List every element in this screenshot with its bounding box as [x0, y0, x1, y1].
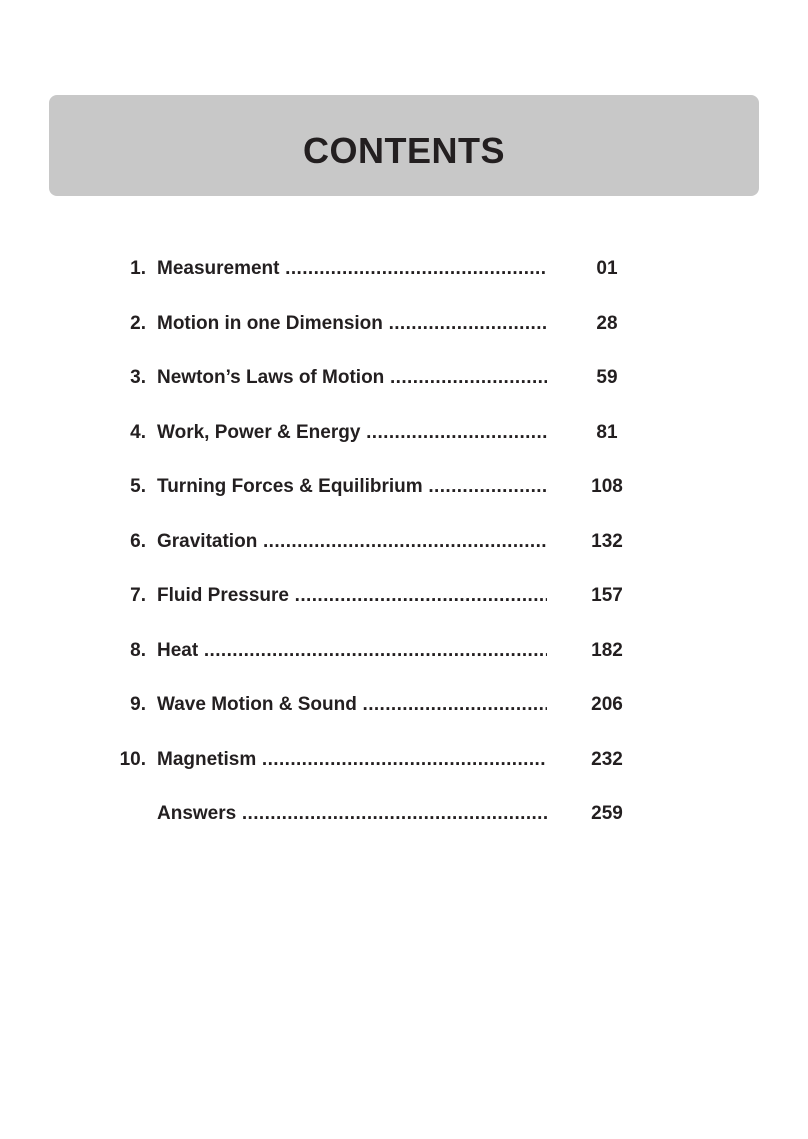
- toc-entry-measurement[interactable]: [0, 250, 808, 305]
- toc-entry-title: Fluid Pressure .....: [157, 585, 547, 607]
- toc-entry-newtons-laws[interactable]: [0, 359, 808, 414]
- toc-entry-number: 5.: [130, 476, 146, 497]
- table-of-contents: [0, 250, 808, 850]
- toc-entry-number: 3.: [130, 367, 146, 388]
- toc-entry-number: 9.: [130, 694, 146, 715]
- toc-entry-number: 8.: [130, 639, 146, 661]
- toc-entry-page: 232: [591, 748, 623, 770]
- toc-entry-title: Newton’s Laws of Motion .....: [157, 367, 547, 389]
- toc-entry-title: Measurement .....: [157, 258, 547, 280]
- toc-entry-title: Motion in one Dimension .....: [157, 313, 547, 335]
- toc-entry-title: Wave Motion & Sound .....: [157, 694, 547, 716]
- toc-entry-title: Gravitation .....: [157, 531, 547, 553]
- toc-entry-page: 01: [596, 258, 618, 279]
- toc-entry-page: 59: [596, 367, 618, 388]
- toc-entry-number: 2.: [130, 312, 146, 334]
- toc-entry-page: 259: [591, 803, 623, 824]
- page-title: CONTENTS: [303, 129, 505, 171]
- toc-entry-work-power-energy[interactable]: [0, 414, 808, 469]
- toc-entry-page: 157: [591, 585, 623, 606]
- toc-entry-heat[interactable]: [0, 632, 808, 687]
- toc-entry-answers[interactable]: [0, 795, 808, 850]
- toc-entry-number: 4.: [130, 421, 146, 443]
- toc-entry-magnetism[interactable]: [0, 741, 808, 796]
- toc-entry-number: 1.: [130, 258, 146, 279]
- toc-entry-page: 108: [591, 476, 623, 497]
- toc-entry-title: Work, Power & Energy .....: [157, 422, 547, 444]
- toc-entry-number: 10.: [119, 748, 146, 770]
- toc-entry-number: 6.: [130, 530, 146, 552]
- toc-entry-page: 28: [596, 312, 618, 334]
- toc-entry-motion-in-one-dimension[interactable]: [0, 305, 808, 360]
- toc-entry-number: 7.: [130, 585, 146, 606]
- toc-entry-page: 81: [596, 421, 618, 443]
- toc-entry-title: Turning Forces & Equilibrium .....: [157, 476, 547, 498]
- toc-entry-gravitation[interactable]: [0, 523, 808, 578]
- toc-entry-title: Heat .....: [157, 640, 547, 662]
- toc-entry-wave-motion-sound[interactable]: [0, 686, 808, 741]
- toc-entry-title: Magnetism .....: [157, 749, 547, 771]
- contents-header-band: [49, 95, 759, 196]
- toc-entry-fluid-pressure[interactable]: [0, 577, 808, 632]
- toc-entry-page: 132: [591, 530, 623, 552]
- toc-entry-page: 182: [591, 639, 623, 661]
- toc-entry-title: Answers .....: [157, 803, 547, 825]
- toc-entry-page: 206: [591, 694, 623, 715]
- toc-entry-turning-forces[interactable]: [0, 468, 808, 523]
